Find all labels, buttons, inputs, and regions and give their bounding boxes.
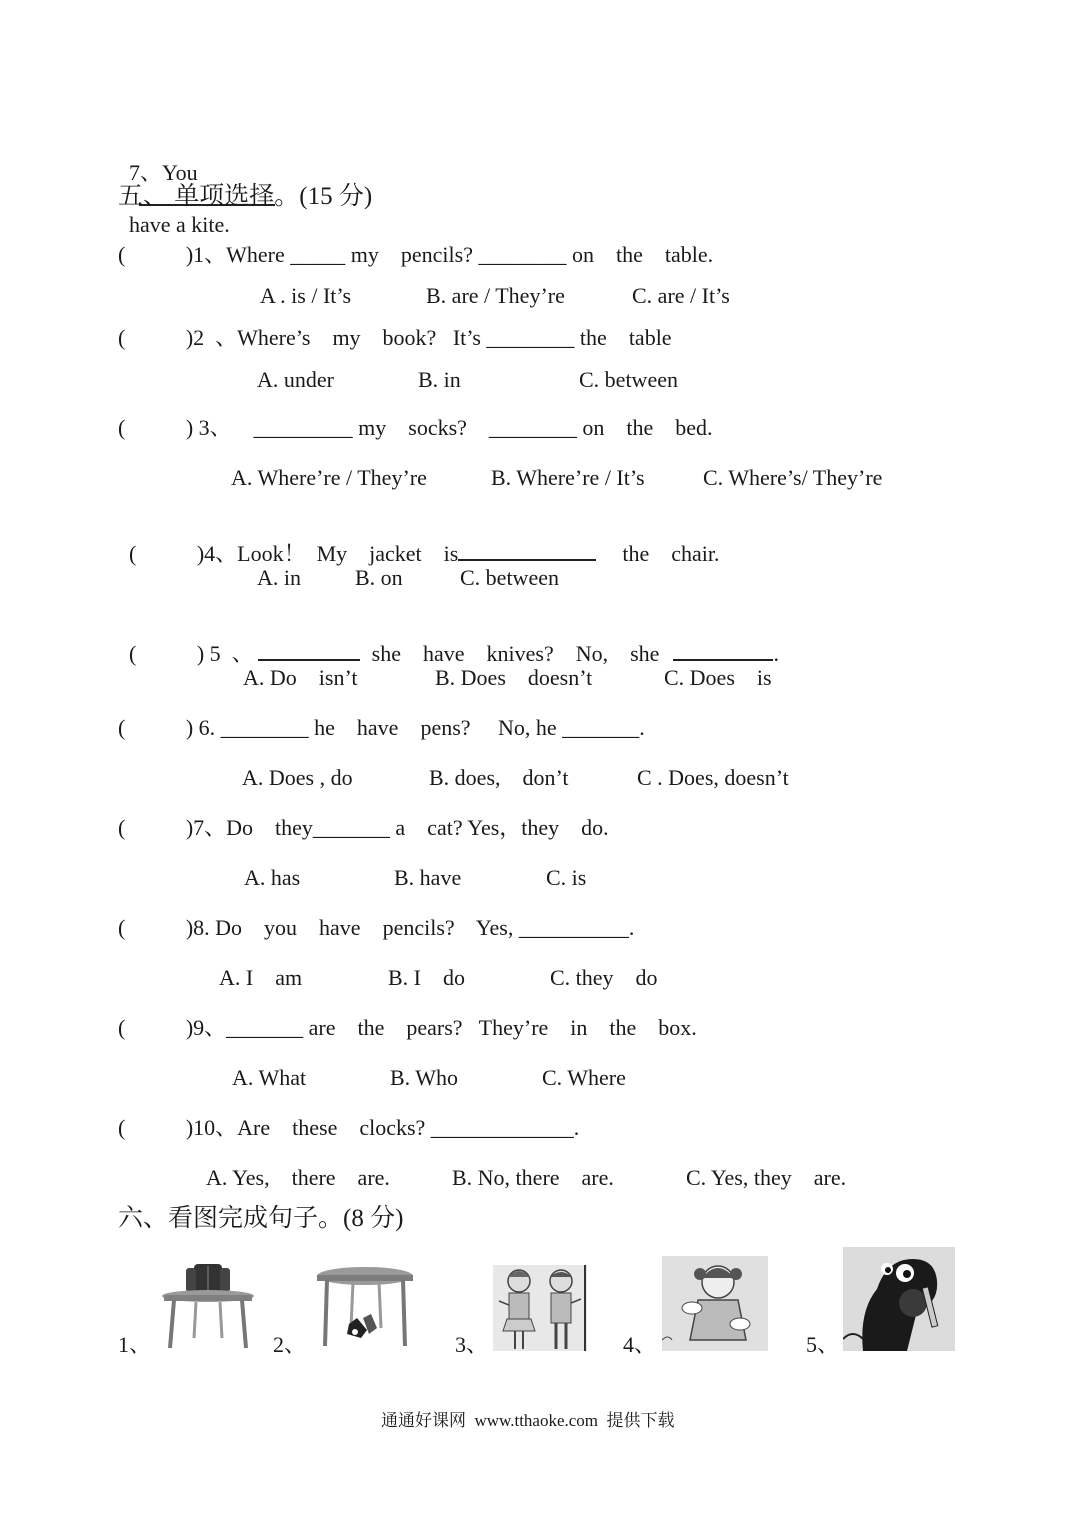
q5-stem-prefix: ( ) 5 、 [129, 641, 254, 666]
q3-stem: ( ) 3、 _________ my socks? ________ on the bed. [118, 415, 713, 440]
q4-stem [118, 515, 720, 567]
q6-option-c: C . Does, doesn’t [637, 765, 789, 790]
q7-option-a: A. has [244, 865, 301, 890]
q10-option-a: A. Yes, there are. [206, 1165, 390, 1190]
jacket-on-table-picture [160, 1262, 256, 1350]
section5-title: 五、 单项选择。(15 分) [118, 183, 373, 210]
girl-with-bowl-picture [662, 1256, 768, 1351]
q4-option-a: A. in [257, 565, 301, 590]
picture-label-1: 1、 [118, 1332, 152, 1357]
q2-option-b: B. in [418, 367, 461, 392]
q2-option-c: C. between [579, 367, 678, 392]
section6-title: 六、看图完成句子。(8 分) [118, 1205, 404, 1232]
q6-option-a: A. Does , do [242, 765, 353, 790]
q6-option-b: B. does, don’t [429, 765, 569, 790]
q4-option-b: B. on [355, 565, 403, 590]
q1-option-c: C. are / It’s [632, 283, 730, 308]
q8-option-b: B. I do [388, 965, 465, 990]
q5-stem-suffix: . [773, 641, 779, 666]
q5-option-a: A. Do isn’t [243, 665, 358, 690]
socks-under-table-picture [315, 1266, 415, 1350]
page-footer: 通通好课网 www.tthaoke.com 提供下载 [381, 1411, 675, 1430]
q5-stem-mid: she have knives? No, she [371, 641, 660, 666]
picture-label-3: 3、 [455, 1332, 489, 1357]
q7-option-c: C. is [546, 865, 587, 890]
q10-option-b: B. No, there are. [452, 1165, 614, 1190]
q10-option-c: C. Yes, they are. [686, 1165, 847, 1190]
q4-stem-suffix: the chair. [622, 541, 720, 566]
q5-blank-2[interactable] [673, 641, 773, 661]
dinosaur-with-pencil-picture [843, 1247, 955, 1351]
q4-option-c: C. between [460, 565, 559, 590]
q9-option-b: B. Who [390, 1065, 459, 1090]
q1-option-b: B. are / They’re [426, 283, 565, 308]
q1-option-a: A . is / It’s [260, 283, 352, 308]
q4-stem-prefix: ( )4、Look！ My jacket is [129, 541, 459, 566]
q7-suffix: have a kite. [129, 212, 230, 237]
q3-option-a: A. Where’re / They’re [231, 465, 427, 490]
q7-prefix: 7、You [129, 160, 198, 185]
q5-option-b: B. Does doesn’t [435, 665, 593, 690]
q5-stem [118, 615, 779, 667]
q9-stem: ( )9、_______ are the pears? They’re in the box. [118, 1015, 697, 1040]
q8-stem: ( )8. Do you have pencils? Yes, __________. [118, 915, 635, 940]
picture-label-5: 5、 [806, 1332, 840, 1357]
q9-option-a: A. What [232, 1065, 307, 1090]
two-children-picture [493, 1265, 587, 1351]
q7-stem: ( )7、Do they_______ a cat? Yes，they do. [118, 815, 609, 840]
q1-stem: ( )1、Where _____ my pencils? ________ on the table. [118, 242, 714, 267]
q4-blank[interactable] [458, 541, 596, 561]
q2-option-a: A. under [257, 367, 334, 392]
q5-blank-1[interactable] [258, 641, 360, 661]
q10-stem: ( )10、Are these clocks? _____________. [118, 1115, 580, 1140]
q3-option-c: C. Where’s/ They’re [703, 465, 883, 490]
q8-option-c: C. they do [550, 965, 658, 990]
q9-option-c: C. Where [542, 1065, 626, 1090]
q8-option-a: A. I am [219, 965, 303, 990]
q3-option-b: B. Where’re / It’s [491, 465, 645, 490]
q7-option-b: B. have [394, 865, 462, 890]
q6-stem: ( ) 6. ________ he have pens? No, he _______. [118, 715, 645, 740]
picture-label-4: 4、 [623, 1332, 657, 1357]
q5-option-c: C. Does is [664, 665, 772, 690]
picture-label-2: 2、 [273, 1332, 307, 1357]
q2-stem: ( )2 、Where’s my book? It’s ________ the table [118, 325, 672, 350]
